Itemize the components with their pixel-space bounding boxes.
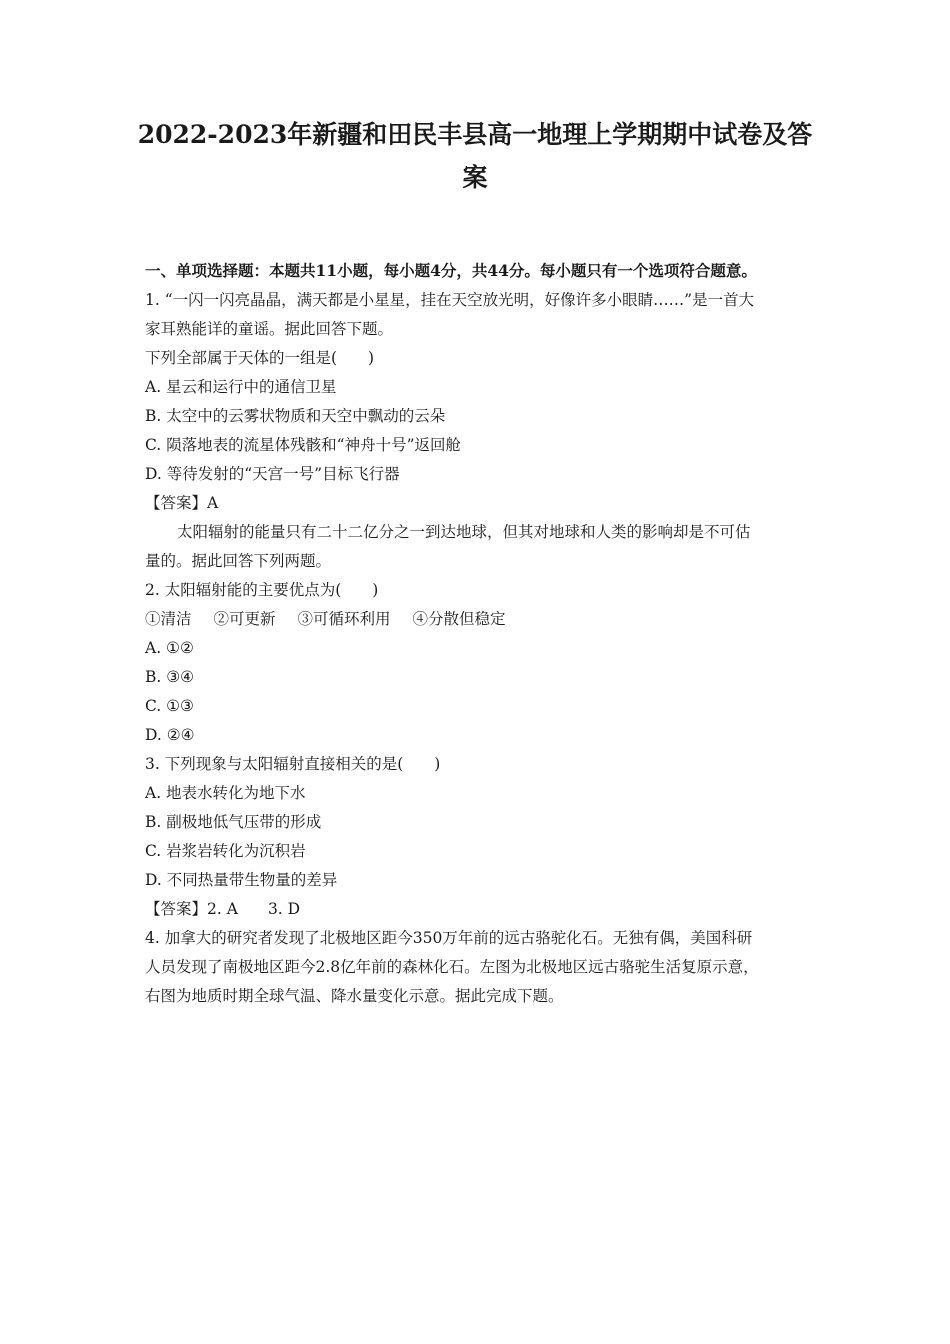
q2-item-3: ③可循环利用 — [297, 610, 391, 628]
q2-option-c: C. ①③ — [145, 697, 194, 715]
q2-3-intro-line-1: 太阳辐射的能量只有二十二亿分之一到达地球，但其对地球和人类的影响却是不可估 — [177, 523, 751, 541]
q3-option-b: B. 副极地低气压带的形成 — [145, 813, 322, 831]
q2-3-answer — [145, 898, 300, 920]
q3-option-d: D. 不同热量带生物量的差异 — [145, 871, 338, 889]
answer-label: 【答案】 — [145, 900, 208, 918]
q2-question: 2. 太阳辐射能的主要优点为( ) — [145, 581, 379, 599]
q1-question: 下列全部属于天体的一组是( ) — [145, 349, 375, 367]
q2-items — [145, 608, 506, 630]
q2-option-a: A. ①② — [145, 639, 194, 657]
q1-option-c: C. 陨落地表的流星体残骸和“神舟十号”返回舱 — [145, 436, 462, 454]
q3-option-c: C. 岩浆岩转化为沉积岩 — [145, 842, 306, 860]
q2-item-1: ①清洁 — [145, 610, 192, 628]
q1-answer: 【答案】A — [145, 494, 219, 512]
q4-line-1: 4. 加拿大的研究者发现了北极地区距今350万年前的远古骆驼化石。无独有偶，美国科研 — [145, 929, 753, 947]
q1-option-d: D. 等待发射的“天宫一号”目标飞行器 — [145, 465, 400, 483]
q2-3-intro-line-2: 量的。据此回答下列两题。 — [145, 552, 332, 570]
q4-line-2: 人员发现了南极地区距今2.8亿年前的森林化石。左图为北极地区远古骆驼生活复原示意， — [145, 958, 759, 976]
q1-option-b: B. 太空中的云雾状物质和天空中飘动的云朵 — [145, 407, 446, 425]
q1-stem-line-2: 家耳熟能详的童谣。据此回答下题。 — [145, 320, 394, 338]
document-title-line-1: 2022-2023年新疆和田民丰县高一地理上学期期中试卷及答 — [137, 120, 813, 149]
section-heading: 一、单项选择题：本题共11小题，每小题4分，共44分。每小题只有一个选项符合题意。 — [145, 261, 757, 280]
q3-option-a: A. 地表水转化为地下水 — [145, 784, 306, 802]
q1-stem-line-1: 1. “一闪一闪亮晶晶，满天都是小星星，挂在天空放光明，好像许多小眼睛……”是一首大 — [145, 291, 755, 309]
q2-option-b: B. ③④ — [145, 668, 195, 686]
q2-item-4: ④分散但稳定 — [412, 610, 506, 628]
q3-question: 3. 下列现象与太阳辐射直接相关的是( ) — [145, 755, 441, 773]
q4-line-3: 右图为地质时期全球气温、降水量变化示意。据此完成下题。 — [145, 987, 564, 1005]
q2-item-2: ②可更新 — [213, 610, 276, 628]
document-title-line-2: 案 — [462, 163, 488, 192]
q2-option-d: D. ②④ — [145, 726, 195, 744]
answer-q3: 3. D — [267, 900, 301, 918]
answer-q2: 2. A — [207, 900, 238, 918]
q1-option-a: A. 星云和运行中的通信卫星 — [145, 378, 337, 396]
